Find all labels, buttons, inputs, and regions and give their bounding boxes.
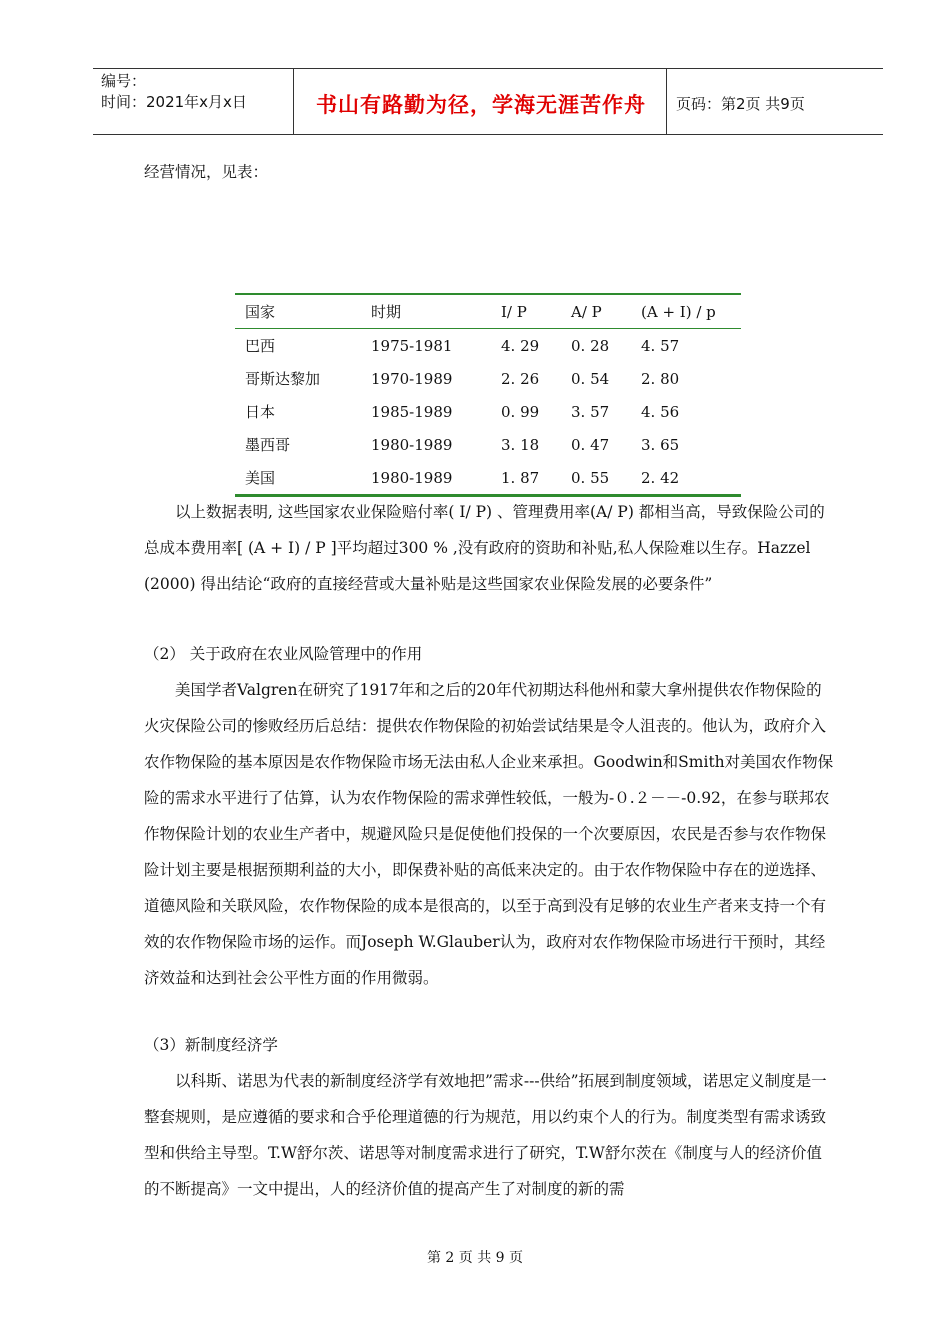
table-cell: 0. 47 bbox=[571, 435, 610, 454]
table-cell: 4. 56 bbox=[641, 402, 680, 421]
column-header: A/ P bbox=[571, 302, 602, 321]
table-cell: 1980-1989 bbox=[371, 435, 453, 454]
column-header: I/ P bbox=[501, 302, 527, 321]
paragraph-government-role: 美国学者Valgren在研究了1917年和之后的20年代初期达科他州和蒙大拿州提供农作物保险的火灾保险公司的惨败经历后总结：提供农作物保险的初始尝试结果是令人沮丧的。他认为，政府介入农作物保险的基本原因是农作物保险市场无法由私人企业来承担。Goodwin和Smith对美国农作物保险的需求水平进行了估算，认为农作物保险的需求弹性较低，一般为-０.２－－-0.92，在参与联邦农作物保险计划的农业生产者中，规避风险只是促使他们投保的一个次要原因，农民是否参与农作物保险计划主要是根据预期利益的大小，即保费补贴的高低来决定的。由于农作物保险中存在的逆选择、道德风险和关联风险，农作物保险的成本是很高的，以至于高到没有足够的农业生产者来支持一个有效的农作物保险市场的运作。而Joseph W.Glauber认为，政府对农作物保险市场进行干预时，其经济效益和达到社会公平性方面的作用微弱。 bbox=[144, 681, 834, 987]
table-cell: 美国 bbox=[245, 469, 276, 487]
table-cell: 2. 26 bbox=[501, 369, 540, 388]
table-cell: 2. 80 bbox=[641, 369, 680, 388]
intro-text: 经营情况，见表： bbox=[144, 163, 269, 181]
table-cell: 巴西 bbox=[245, 337, 276, 355]
time-label: 时间：2021年x月x日 bbox=[101, 93, 247, 111]
table-cell: 日本 bbox=[245, 403, 276, 421]
table-cell: 1980-1989 bbox=[371, 468, 453, 487]
table-cell: 4. 29 bbox=[501, 336, 540, 355]
table-row bbox=[235, 329, 741, 363]
page-number-label: 页码：第2页 共9页 bbox=[676, 95, 805, 113]
header-motto: 书山有路勤为径，学海无涯苦作舟 bbox=[316, 93, 646, 117]
table-cell: 2. 42 bbox=[641, 468, 680, 487]
table-cell: 0. 54 bbox=[571, 369, 610, 388]
table-cell: 0. 55 bbox=[571, 468, 610, 487]
table-row bbox=[235, 461, 741, 496]
data-table bbox=[235, 293, 741, 497]
table-cell: 1975-1981 bbox=[371, 336, 453, 355]
header-divider bbox=[666, 69, 667, 135]
table-cell: 1970-1989 bbox=[371, 369, 453, 388]
header-meta bbox=[101, 71, 247, 113]
table-header-row bbox=[235, 294, 741, 329]
paragraph-new-institutional: 以科斯、诺思为代表的新制度经济学有效地把”需求---供给”拓展到制度领域，诺思定义制度是一整套规则，是应遵循的要求和合乎伦理道德的行为规范，用以约束个人的行为。制度类型有需求诱致型和供给主导型。T.W舒尔茨、诺思等对制度需求进行了研究，T.W舒尔茨在《制度与人的经济价值的不断提高》一文中提出，人的经济价值的提高产生了对制度的新的需 bbox=[144, 1072, 827, 1198]
section-heading-government-role: （2） 关于政府在农业风险管理中的作用 bbox=[144, 645, 423, 663]
table-row bbox=[235, 428, 741, 461]
table-cell: 1. 87 bbox=[501, 468, 540, 487]
page-header bbox=[93, 68, 883, 135]
header-divider bbox=[293, 69, 294, 135]
table-cell: 3. 65 bbox=[641, 435, 680, 454]
column-header: 时期 bbox=[371, 303, 402, 321]
table-cell: 哥斯达黎加 bbox=[245, 370, 321, 388]
table-cell: 墨西哥 bbox=[245, 436, 291, 454]
page-footer: 第 2 页 共 9 页 bbox=[426, 1250, 524, 1266]
column-header: 国家 bbox=[245, 303, 276, 321]
table-cell: 0. 28 bbox=[571, 336, 610, 355]
table-row bbox=[235, 395, 741, 428]
table-cell: 3. 57 bbox=[571, 402, 610, 421]
table-cell: 1985-1989 bbox=[371, 402, 453, 421]
section-heading-new-institutional: （3）新制度经济学 bbox=[144, 1036, 278, 1054]
table-row bbox=[235, 362, 741, 395]
serial-label: 编号： bbox=[101, 72, 147, 90]
paragraph-table-analysis: 以上数据表明, 这些国家农业保险赔付率( I/ P) 、管理费用率(A/ P) 都相当高，导致保险公司的总成本费用率[ (A + I) / P ]平均超过300 % ,没有政府的资助和补贴,私人保险难以生存。Hazzel (2000) 得出结论“政府的直接经营或大量补贴是这些国家农业保险发展的必要条件” bbox=[144, 503, 825, 593]
column-header: (A + I) / p bbox=[641, 302, 716, 321]
table-cell: 4. 57 bbox=[641, 336, 680, 355]
table-cell: 0. 99 bbox=[501, 402, 540, 421]
table-cell: 3. 18 bbox=[501, 435, 540, 454]
